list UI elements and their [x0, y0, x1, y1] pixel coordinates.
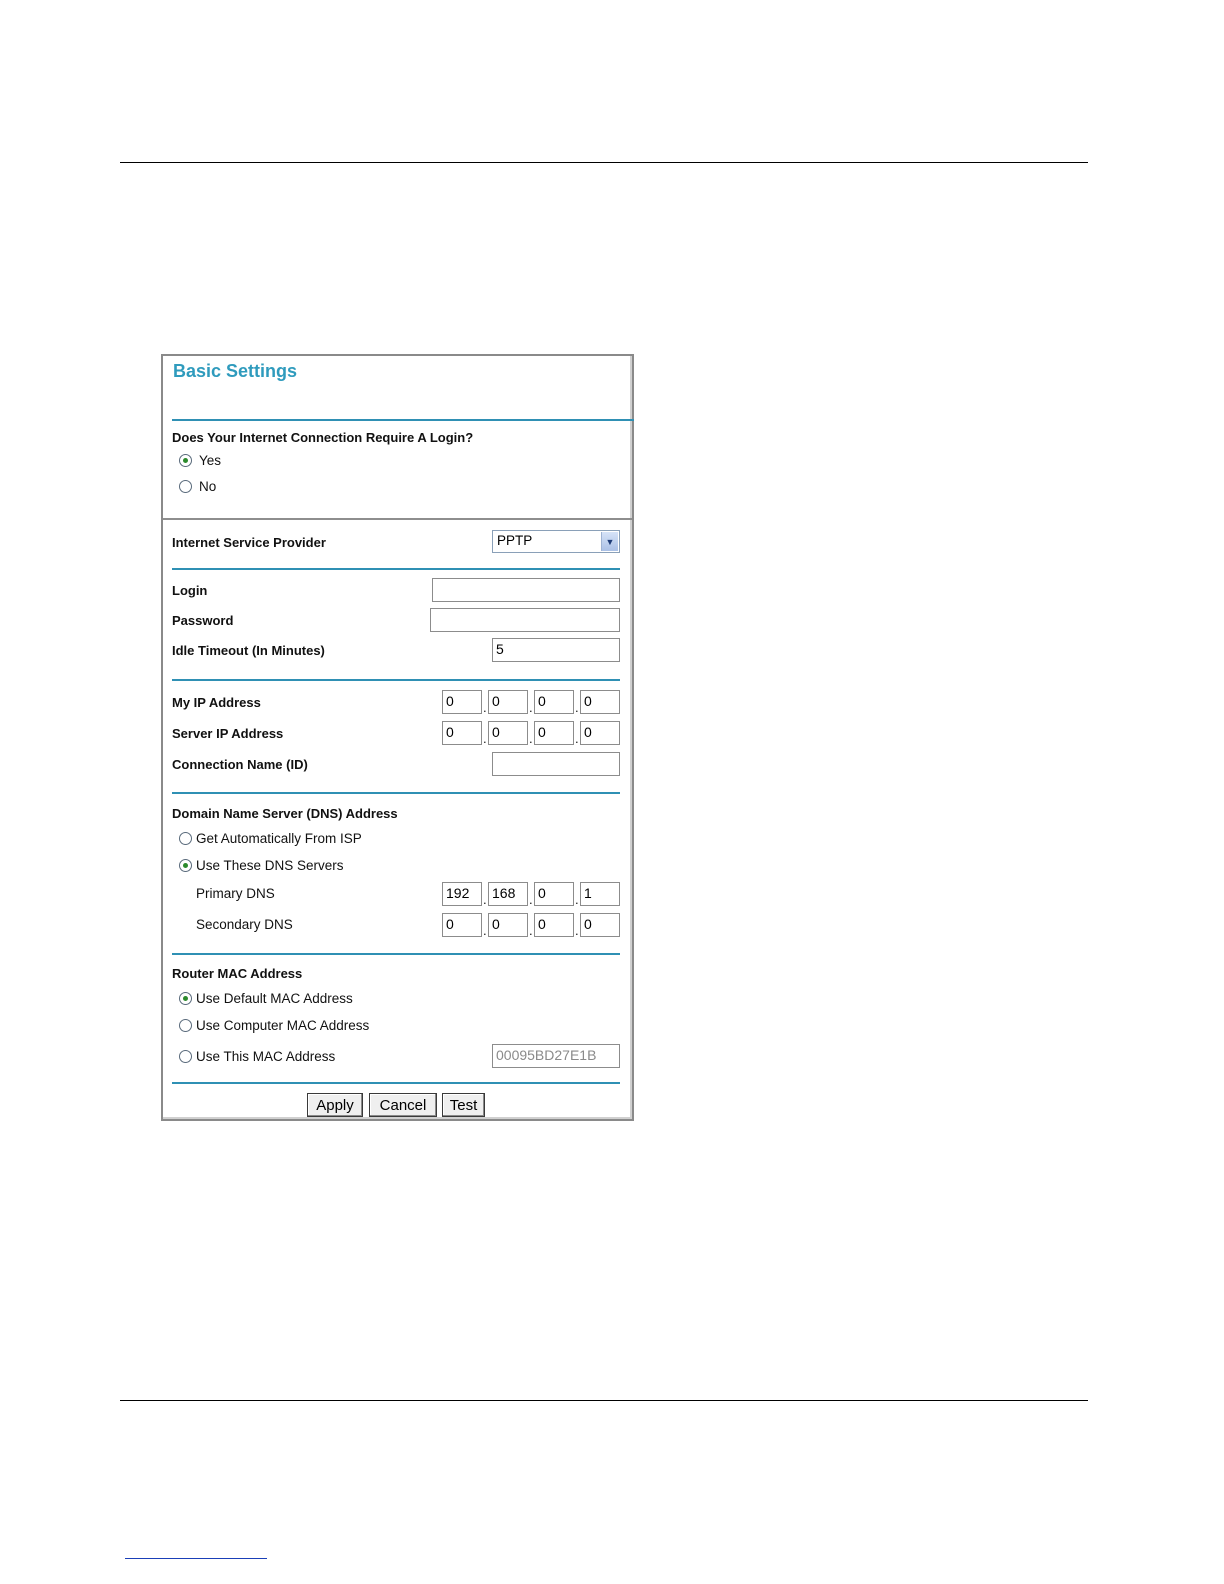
idle-timeout-label — [172, 643, 325, 658]
divider — [172, 419, 634, 421]
divider — [172, 792, 620, 794]
primary-dns-octet-3[interactable]: 0 — [534, 882, 574, 906]
section-divider — [163, 518, 632, 520]
divider — [172, 953, 620, 955]
radio-login-yes[interactable] — [179, 454, 192, 467]
chevron-down-icon[interactable]: ▼ — [601, 532, 618, 551]
divider — [172, 679, 620, 681]
login-label: Login — [172, 583, 208, 598]
radio-login-no[interactable] — [179, 480, 192, 493]
login-input[interactable] — [432, 578, 620, 602]
test-button[interactable]: Test — [442, 1093, 485, 1117]
secondary-dns-octet-2[interactable]: 0 — [488, 913, 528, 937]
connection-name-label: Connection Name (ID) — [172, 757, 308, 772]
primary-dns-octet-1[interactable]: 192 — [442, 882, 482, 906]
secondary-dns-octet-3[interactable]: 0 — [534, 913, 574, 937]
radio-dns-manual[interactable] — [179, 859, 192, 872]
idle-timeout-input[interactable]: 5 — [492, 638, 620, 662]
primary-dns-octet-2[interactable]: 168 — [488, 882, 528, 906]
radio-mac-computer[interactable] — [179, 1019, 192, 1032]
server-ip-octet-2[interactable]: 0 — [488, 721, 528, 745]
mac-heading: Router MAC Address — [172, 966, 303, 981]
radio-mac-default[interactable] — [179, 992, 192, 1005]
radio-mac-this[interactable] — [179, 1050, 192, 1063]
isp-label: Internet Service Provider — [172, 535, 326, 550]
idle-timeout-label-text: Idle Timeout — [172, 643, 249, 658]
my-ip-octet-4[interactable]: 0 — [580, 690, 620, 714]
primary-dns-octet-4[interactable]: 1 — [580, 882, 620, 906]
isp-selected-value: PPTP — [497, 533, 533, 548]
server-ip-octet-3[interactable]: 0 — [534, 721, 574, 745]
idle-timeout-unit: (In Minutes) — [251, 643, 325, 658]
divider — [172, 568, 620, 570]
radio-dns-auto[interactable] — [179, 832, 192, 845]
login-question: Does Your Internet Connection Require A Login? — [172, 430, 474, 445]
secondary-dns-label: Secondary DNS — [196, 917, 293, 932]
page-title: Basic Settings — [173, 361, 298, 381]
dns-heading: Domain Name Server (DNS) Address — [172, 806, 398, 821]
footer-rule — [120, 1400, 1088, 1401]
radio-mac-default-label: Use Default MAC Address — [196, 991, 353, 1006]
divider — [172, 1082, 620, 1084]
mac-address-input[interactable]: 00095BD27E1B — [492, 1044, 620, 1068]
secondary-dns-octet-1[interactable]: 0 — [442, 913, 482, 937]
radio-mac-this-label: Use This MAC Address — [196, 1049, 336, 1064]
server-ip-octet-4[interactable]: 0 — [580, 721, 620, 745]
my-ip-octet-2[interactable]: 0 — [488, 690, 528, 714]
server-ip-octet-1[interactable]: 0 — [442, 721, 482, 745]
radio-login-yes-label: Yes — [199, 453, 222, 468]
password-input[interactable] — [430, 608, 620, 632]
my-ip-octet-3[interactable]: 0 — [534, 690, 574, 714]
password-label: Password — [172, 613, 234, 628]
radio-dns-manual-label: Use These DNS Servers — [196, 858, 344, 873]
primary-dns-label: Primary DNS — [196, 886, 275, 901]
connection-name-input[interactable] — [492, 752, 620, 776]
isp-select[interactable] — [492, 530, 620, 553]
radio-mac-computer-label: Use Computer MAC Address — [196, 1018, 370, 1033]
radio-login-no-label: No — [199, 479, 217, 494]
secondary-dns-octet-4[interactable]: 0 — [580, 913, 620, 937]
apply-button[interactable]: Apply — [307, 1093, 363, 1117]
server-ip-label: Server IP Address — [172, 726, 284, 741]
basic-settings-panel: Basic Settings Does Your Internet Connection Require A Login? Yes No Internet Service Provider PPTP ▼ Login Password Idle Timeout (In Minutes) 5 My IP Address 0 . 0 . 0 . 0 Server IP Address 0 . 0 . 0 . 0 Connection Name (ID) Domain Name Server (DNS) Address Get Automatically From ISP Use These DNS Servers Primary DNS 192 . 168 . 0 . 1 Secondary DNS 0 . 0 . 0 . 0 Router MAC Address Use Default MAC Address Use Computer MAC Address Use This MAC Address 00095BD27E1B Apply Cancel Test — [161, 354, 634, 1121]
header-rule — [120, 162, 1088, 163]
my-ip-label: My IP Address — [172, 695, 261, 710]
cancel-button[interactable]: Cancel — [369, 1093, 437, 1117]
my-ip-octet-1[interactable]: 0 — [442, 690, 482, 714]
footer-link-underline — [125, 1558, 267, 1559]
radio-dns-auto-label: Get Automatically From ISP — [196, 831, 362, 846]
